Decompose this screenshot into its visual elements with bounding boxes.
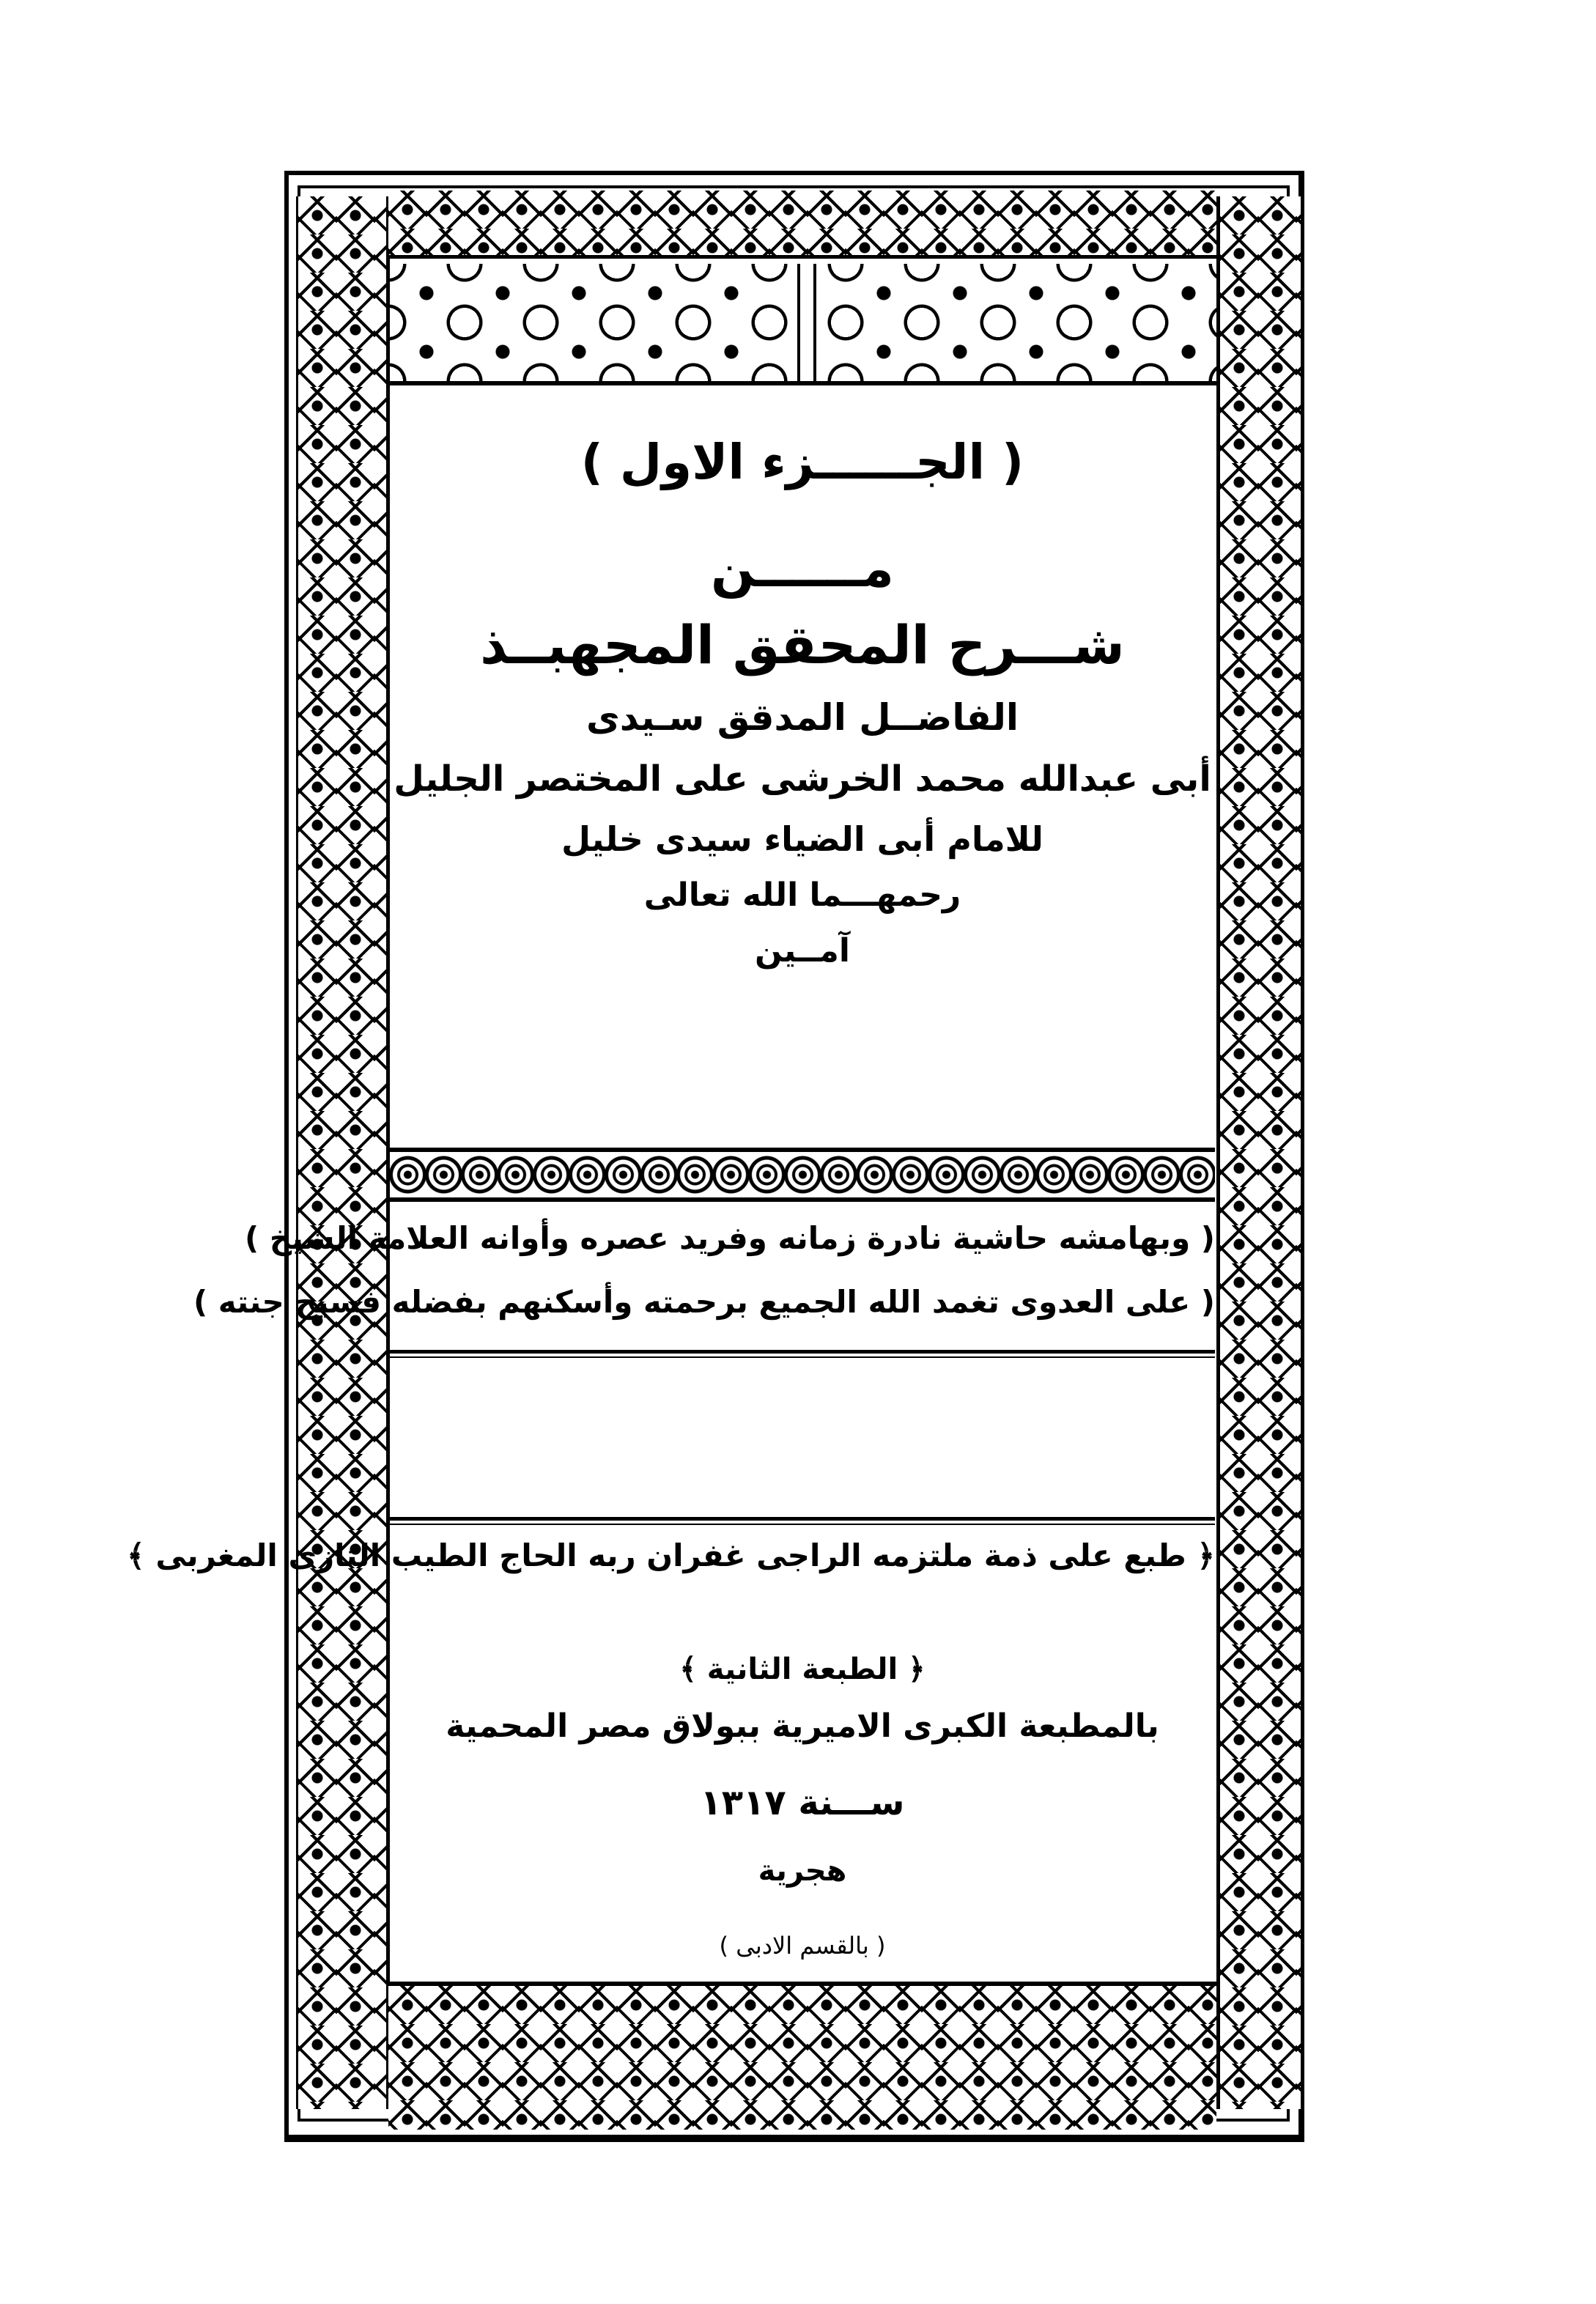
divider-line: [390, 1517, 1215, 1525]
top-panel-center-divider: [797, 264, 816, 381]
ring-ornament-divider: [390, 1148, 1215, 1202]
bottom-ornamental-band: [388, 1982, 1216, 2130]
publication-year: ســـنة ١٣١٧: [700, 1782, 905, 1823]
margin-note-line-1: ( وبهامشه حاشية نادرة زمانه وفريد عصره وأوانه العلامة الشيخ ): [245, 1220, 1215, 1256]
press-name: بالمطبعة الكبرى الاميرية ببولاق مصر المحمية: [446, 1707, 1159, 1745]
right-ornamental-border: [1216, 196, 1303, 2109]
volume-heading: ( الجــــــزء الاول ): [580, 434, 1024, 490]
amen-line: آمــين: [755, 932, 850, 970]
edition-label: ﴿ الطبعة الثانية ﴾: [679, 1653, 926, 1686]
author-name: أبى عبدالله محمد الخرشى على المختصر الجليل: [394, 758, 1211, 800]
divider-line: [390, 1350, 1215, 1358]
calendar-label: هجرية: [758, 1854, 847, 1888]
from-word: مــــــن: [711, 539, 894, 599]
author-epithet: الفاضــل المدقق سـيدى: [585, 696, 1019, 739]
printed-for-line: ﴿ طبع على ذمة ملتزمه الراجى غفران ربه الحاج الطيب التازى المغربى ﴾: [127, 1537, 1215, 1573]
margin-note-line-2: ( على العدوى تغمد الله الجميع برحمته وأسكنهم بفضله فسيح جنته ): [193, 1284, 1215, 1320]
top-ornamental-band: [388, 191, 1216, 259]
left-ornamental-border: [296, 196, 390, 2109]
section-label: ( بالقسم الادبى ): [719, 1932, 886, 1960]
original-author: للامام أبى الضياء سيدى خليل: [561, 819, 1043, 859]
work-title: شـــرح المحقق المجهبــذ: [480, 614, 1125, 676]
blessing-line: رحمهـــما الله تعالى: [643, 876, 961, 914]
